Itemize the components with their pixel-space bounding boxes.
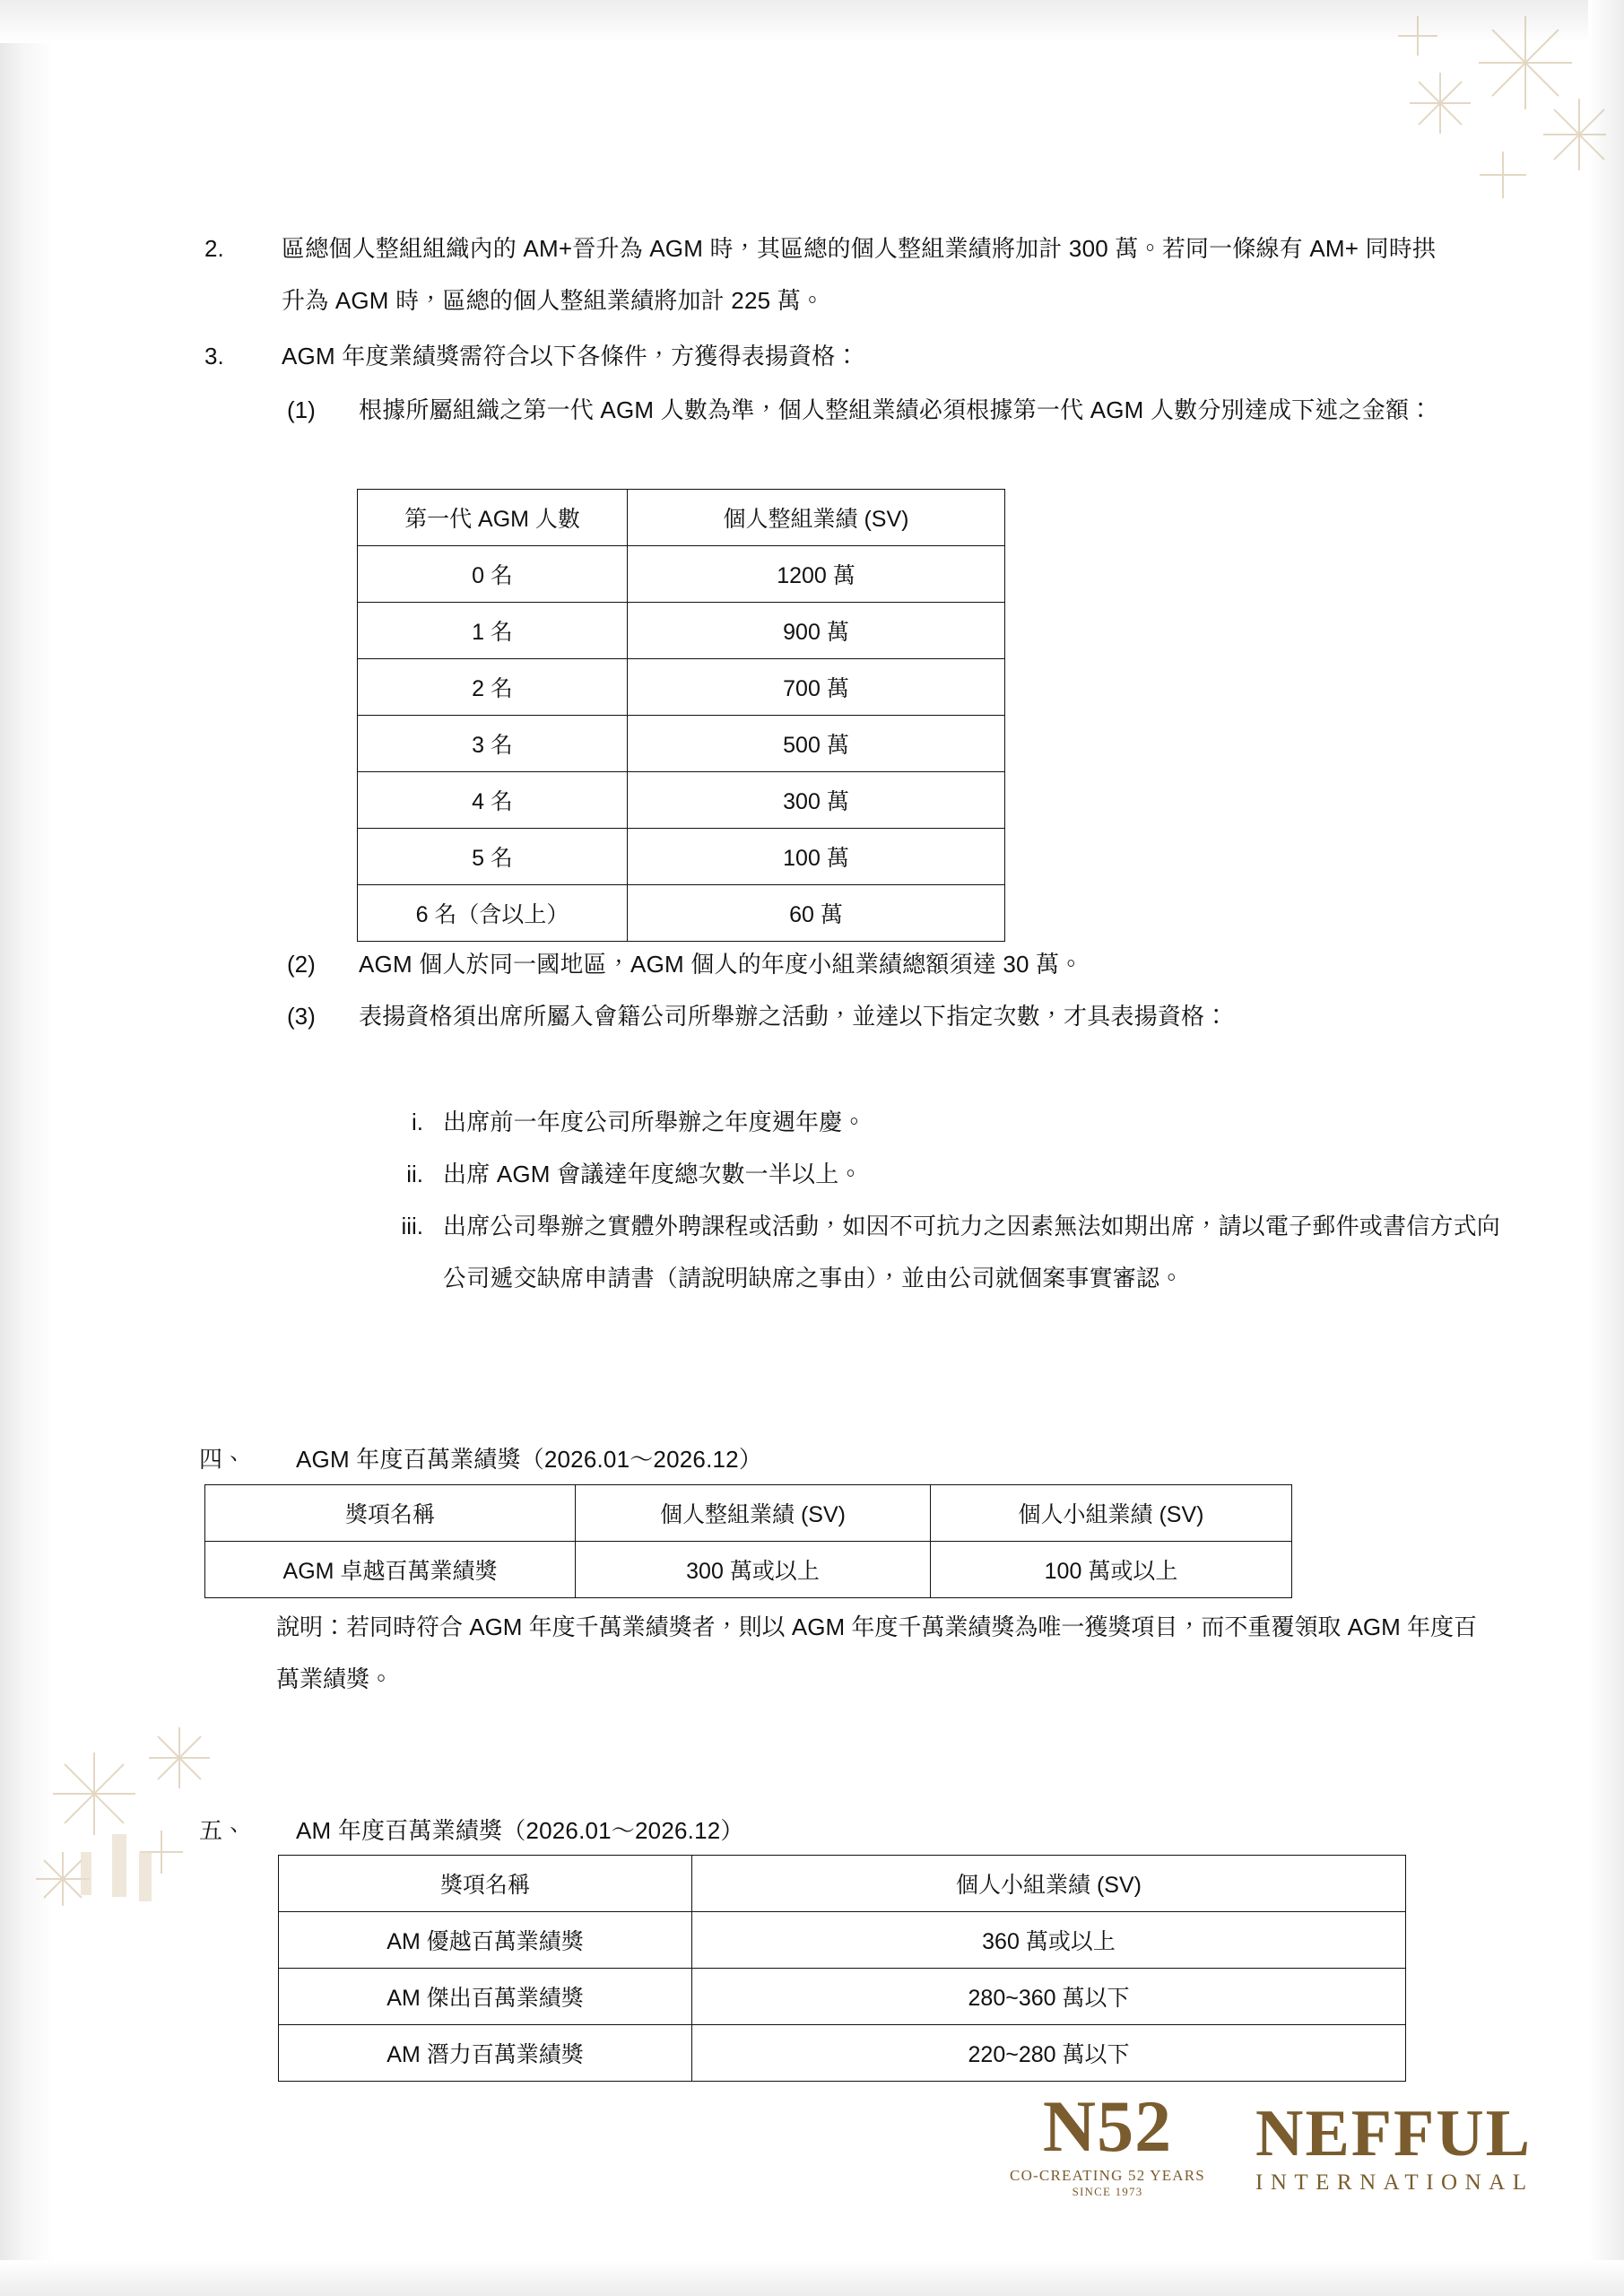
section-five-marker: 五、 (199, 1817, 247, 1844)
cell-sv: 300 萬 (628, 772, 1005, 829)
table-row (279, 1969, 1406, 2025)
header-cell-award-name: 獎項名稱 (279, 1856, 692, 1912)
n52-logo-tagline: CO-CREATING 52 YEARS (1010, 2167, 1205, 2184)
table-row (358, 829, 1005, 885)
cell-sv: 500 萬 (628, 716, 1005, 772)
cell-sv: 700 萬 (628, 659, 1005, 716)
roman-item-ii-marker: ii. (406, 1161, 423, 1187)
roman-item-ii-text: 出席 AGM 會議達年度總次數一半以上。 (443, 1161, 863, 1187)
cell-generation: 3 名 (358, 716, 628, 772)
sub-item-2-marker: (2) (287, 951, 316, 978)
roman-item-i-text: 出席前一年度公司所舉辦之年度週年慶。 (443, 1109, 866, 1135)
cell-generation: 1 名 (358, 603, 628, 659)
nefful-logo-wordmark: NEFFUL (1255, 2097, 1532, 2170)
sub-item-2-text: AGM 個人於同一國地區，AGM 個人的年度小組業績總額須達 30 萬。 (359, 951, 1083, 978)
item-3-marker: 3. (204, 343, 224, 370)
cell-award-name: AGM 卓越百萬業績獎 (205, 1542, 576, 1598)
cell-generation: 2 名 (358, 659, 628, 716)
sub-item-3 (287, 990, 1489, 1042)
cell-generation: 0 名 (358, 546, 628, 603)
section-four-marker: 四、 (199, 1446, 247, 1473)
sub-item-3-marker: (3) (287, 1003, 316, 1030)
cell-team-sv: 280~360 萬以下 (692, 1969, 1406, 2025)
table-header-row (205, 1485, 1292, 1542)
section-four-note: 說明：若同時符合 AGM 年度千萬業績獎者，則以 AGM 年度千萬業績獎為唯一獲獎項目，而不重覆領取 AGM 年度百萬業績獎。 (276, 1613, 1478, 1692)
item-2-text: 區總個人整組組織內的 AM+晉升為 AGM 時，其區總的個人整組業績將加計 300 萬。若同一條線有 AM+ 同時拱升為 AGM 時，區總的個人整組業績將加計 225 萬。 (282, 235, 1437, 314)
n52-logo-mark: N52 (1042, 2085, 1173, 2167)
table-row (205, 1542, 1292, 1598)
roman-item-iii (359, 1200, 1507, 1304)
item-2-marker: 2. (204, 235, 224, 262)
table-row (358, 716, 1005, 772)
header-cell-sv: 個人整組業績 (SV) (628, 490, 1005, 546)
section-five-title: AM 年度百萬業績獎（2026.01～2026.12） (296, 1817, 744, 1844)
cell-sv: 900 萬 (628, 603, 1005, 659)
cell-sv: 60 萬 (628, 885, 1005, 942)
roman-item-iii-text: 出席公司舉辦之實體外聘課程或活動，如因不可抗力之因素無法如期出席，請以電子郵件或書信方式向公司遞交缺席申請書（請說明缺席之事由），並由公司就個案事實審認。 (443, 1213, 1501, 1292)
roman-item-ii (359, 1148, 1507, 1200)
page-footer (0, 2083, 1624, 2244)
cell-sv: 100 萬 (628, 829, 1005, 885)
sub-item-3-text: 表揚資格須出席所屬入會籍公司所舉辦之活動，並達以下指定次數，才具表揚資格： (359, 1003, 1229, 1030)
table-row (358, 885, 1005, 942)
header-cell-group-sv: 個人整組業績 (SV) (576, 1485, 931, 1542)
header-cell-award-name: 獎項名稱 (205, 1485, 576, 1542)
sub-item-1-text: 根據所屬組織之第一代 AGM 人數為準，個人整組業績必須根據第一代 AGM 人數分別達成下述之金額： (359, 396, 1433, 423)
table-header-row (279, 1856, 1406, 1912)
cell-generation: 6 名（含以上） (358, 885, 628, 942)
section-five-heading (199, 1805, 744, 1857)
roman-numeral-list (359, 1096, 1507, 1304)
header-cell-generation: 第一代 AGM 人數 (358, 490, 628, 546)
roman-item-i-marker: i. (412, 1109, 423, 1135)
table-am-million-award (278, 1855, 1406, 2082)
table-row (358, 603, 1005, 659)
header-cell-team-sv: 個人小組業績 (SV) (692, 1856, 1406, 1912)
cell-award-name: AM 潛力百萬業績獎 (279, 2025, 692, 2082)
numbered-item-2 (204, 222, 1460, 326)
roman-item-i (359, 1096, 1507, 1148)
roman-item-iii-marker: iii. (401, 1213, 423, 1239)
table-row (279, 1912, 1406, 1969)
n52-logo (995, 2085, 1220, 2199)
cell-team-sv: 100 萬或以上 (931, 1542, 1292, 1598)
nefful-logo-subtitle: INTERNATIONAL (1255, 2170, 1534, 2195)
section-four-title: AGM 年度百萬業績獎（2026.01～2026.12） (296, 1446, 763, 1473)
table-row (358, 546, 1005, 603)
cell-team-sv: 220~280 萬以下 (692, 2025, 1406, 2082)
cell-sv: 1200 萬 (628, 546, 1005, 603)
cell-generation: 5 名 (358, 829, 628, 885)
cell-generation: 4 名 (358, 772, 628, 829)
table-agm-generation (357, 489, 1005, 942)
table-row (358, 659, 1005, 716)
table-row (279, 2025, 1406, 2082)
cell-award-name: AM 優越百萬業績獎 (279, 1912, 692, 1969)
table-row (358, 772, 1005, 829)
nefful-logo (1255, 2099, 1596, 2196)
cell-group-sv: 300 萬或以上 (576, 1542, 931, 1598)
table-agm-million-award (204, 1484, 1292, 1598)
item-3-text: AGM 年度業績獎需符合以下各條件，方獲得表揚資格： (282, 343, 859, 370)
numbered-item-3 (204, 330, 1460, 382)
n52-logo-since: SINCE 1973 (1072, 2185, 1143, 2198)
sub-item-1-marker: (1) (287, 396, 316, 423)
section-four-heading (199, 1433, 762, 1485)
cell-team-sv: 360 萬或以上 (692, 1912, 1406, 1969)
header-cell-team-sv: 個人小組業績 (SV) (931, 1485, 1292, 1542)
table-header-row (358, 490, 1005, 546)
sub-item-1 (287, 384, 1471, 436)
cell-award-name: AM 傑出百萬業績獎 (279, 1969, 692, 2025)
sub-item-2 (287, 938, 1489, 990)
